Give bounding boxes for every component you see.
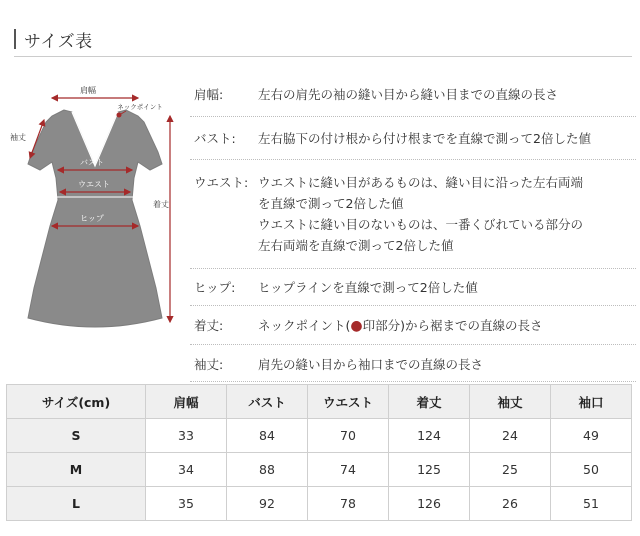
definition-term: 袖丈: xyxy=(194,357,224,372)
definition-text: ネックポイント(●印部分)から裾までの直線の長さ xyxy=(258,318,543,334)
definition-term: 着丈: xyxy=(194,318,224,333)
definition-item-waist xyxy=(190,160,636,269)
table-cell: 124 xyxy=(389,419,470,453)
header-divider xyxy=(14,56,632,57)
table-cell: 50 xyxy=(551,453,632,487)
table-cell: 49 xyxy=(551,419,632,453)
hip-label: ヒップ xyxy=(80,214,104,223)
column-header: 袖丈 xyxy=(470,385,551,419)
definition-text: 左右の肩先の袖の縫い目から縫い目までの直線の長さ xyxy=(258,87,559,102)
column-header: 肩幅 xyxy=(146,385,227,419)
neck-point-dot xyxy=(117,113,122,118)
bust-label: バスト xyxy=(80,158,104,167)
page-title: サイズ表 xyxy=(24,31,93,52)
table-cell: 84 xyxy=(227,419,308,453)
table-cell: 35 xyxy=(146,487,227,521)
table-row xyxy=(7,419,632,453)
column-header: ウエスト xyxy=(308,385,389,419)
table-cell: 125 xyxy=(389,453,470,487)
table-cell: 92 xyxy=(227,487,308,521)
table-cell: 74 xyxy=(308,453,389,487)
size-table xyxy=(6,384,632,521)
definition-text: ヒップラインを直線で測って2倍した値 xyxy=(258,280,478,295)
table-cell: 70 xyxy=(308,419,389,453)
definition-item-bust xyxy=(190,117,636,160)
table-cell: 51 xyxy=(551,487,632,521)
dress-diagram xyxy=(0,66,190,346)
definition-item-hip xyxy=(190,269,636,306)
red-dot-icon: ● xyxy=(350,318,363,334)
table-row xyxy=(7,453,632,487)
column-header: 袖口 xyxy=(551,385,632,419)
definition-text: ウエストに縫い目があるものは、縫い目に沿った左右両端 を直線で測って2倍した値 ウエストに縫い目のないものは、一番くびれている部分の 左右両端を直線で測って2倍した値 xyxy=(258,175,584,253)
definition-text: 肩先の縫い目から袖口までの直線の長さ xyxy=(258,357,484,372)
table-cell: 26 xyxy=(470,487,551,521)
column-header: サイズ(cm) xyxy=(7,385,146,419)
table-header-row xyxy=(7,385,632,419)
header-accent-bar xyxy=(14,29,16,49)
table-cell: 33 xyxy=(146,419,227,453)
definition-term: 肩幅: xyxy=(194,87,224,102)
shoulder-label: 肩幅 xyxy=(80,86,96,95)
definition-term: ヒップ: xyxy=(194,280,236,295)
definition-item-length xyxy=(190,306,636,345)
table-cell: 126 xyxy=(389,487,470,521)
table-cell: 34 xyxy=(146,453,227,487)
row-header: M xyxy=(7,453,146,487)
table-cell: 78 xyxy=(308,487,389,521)
column-header: バスト xyxy=(227,385,308,419)
section-header xyxy=(14,28,93,50)
neck-point-label: ネックポイント xyxy=(117,103,163,111)
table-cell: 88 xyxy=(227,453,308,487)
definition-list xyxy=(190,76,636,382)
waist-label: ウエスト xyxy=(78,180,110,189)
column-header: 着丈 xyxy=(389,385,470,419)
definition-term: バスト: xyxy=(194,131,236,146)
definition-item-shoulder xyxy=(190,76,636,117)
table-row xyxy=(7,487,632,521)
table-cell: 25 xyxy=(470,453,551,487)
definition-item-sleeve xyxy=(190,345,636,382)
table-cell: 24 xyxy=(470,419,551,453)
definition-term: ウエスト: xyxy=(194,175,249,190)
length-label: 着丈 xyxy=(153,200,169,209)
definition-text: 左右脇下の付け根から付け根までを直線で測って2倍した値 xyxy=(258,131,591,146)
row-header: L xyxy=(7,487,146,521)
row-header: S xyxy=(7,419,146,453)
sleeve-label: 袖丈 xyxy=(10,133,26,142)
